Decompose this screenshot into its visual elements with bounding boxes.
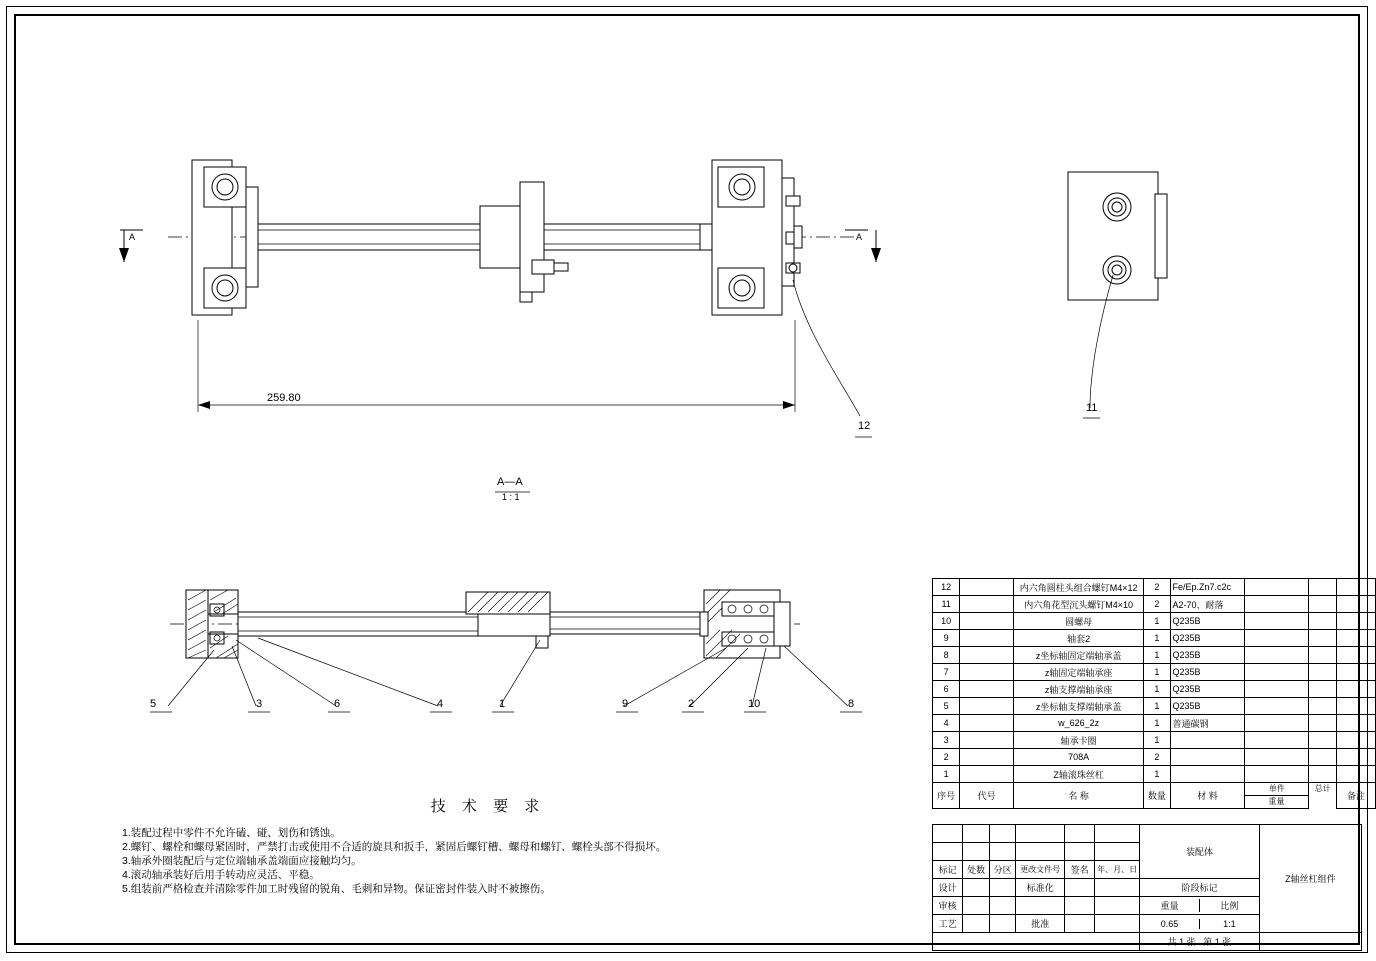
- role-standardization: 标准化: [1016, 879, 1065, 897]
- bom-qty: 1: [1144, 766, 1170, 783]
- bom-qty: 1: [1144, 715, 1170, 732]
- balloon-2: 2: [688, 698, 695, 710]
- tb-blank: [963, 843, 990, 861]
- balloon-3: 3: [256, 698, 263, 710]
- sheet-cur-unit: 张: [1222, 937, 1232, 947]
- sheet-total-value: 1: [1179, 937, 1185, 947]
- bom-code: [960, 613, 1014, 630]
- tb-blank: [989, 897, 1016, 915]
- rev-header-zone: 分区: [989, 861, 1016, 879]
- table-row: [933, 579, 1376, 596]
- bom-remark: [1337, 681, 1376, 698]
- bom-total-weight: [1309, 715, 1337, 732]
- tb-blank: [1095, 843, 1140, 861]
- bom-remark: [1337, 715, 1376, 732]
- scale-label: 比例: [1220, 901, 1239, 911]
- bom-code: [960, 647, 1014, 664]
- table-row: [933, 664, 1376, 681]
- rev-header-sign: 签名: [1064, 861, 1094, 879]
- tb-blank: [989, 915, 1016, 933]
- table-row: [933, 766, 1376, 783]
- bom-total-weight: [1309, 698, 1337, 715]
- bom-remark: [1337, 647, 1376, 664]
- bom-code: [960, 681, 1014, 698]
- bom-material: [1170, 749, 1245, 766]
- bom-unit-weight: [1245, 766, 1309, 783]
- bom-total-weight: [1309, 766, 1337, 783]
- bom-name: 轴承卡圈: [1014, 732, 1144, 749]
- bom-unit-weight: [1245, 732, 1309, 749]
- table-row: [933, 630, 1376, 647]
- weight-scale-headers: [1140, 897, 1260, 915]
- bom-qty: 1: [1144, 647, 1170, 664]
- dimension-259-80: 259.80: [267, 392, 301, 404]
- tb-blank: [933, 933, 1140, 951]
- tb-blank: [1064, 879, 1094, 897]
- bom-material: Q235B: [1170, 664, 1245, 681]
- tb-blank: [963, 825, 990, 843]
- bom-qty: 1: [1144, 613, 1170, 630]
- role-design: 设计: [933, 879, 963, 897]
- weight-value: 0.65: [1140, 919, 1199, 929]
- tech-item: 4.滚动轴承装好后用手转动应灵活、平稳。: [122, 869, 320, 881]
- role-approve: 批准: [1016, 915, 1065, 933]
- tb-blank: [1016, 897, 1065, 915]
- bom-header-code: 代号: [960, 783, 1014, 809]
- tb-blank: [1064, 843, 1094, 861]
- bom-name: 708A: [1014, 749, 1144, 766]
- tech-item: 1.装配过程中零件不允许磕、碰、划伤和锈蚀。: [122, 827, 341, 839]
- bom-remark: [1337, 766, 1376, 783]
- bom-no: 12: [933, 579, 960, 596]
- balloon-12: 12: [858, 420, 871, 432]
- bom-total-weight: [1309, 613, 1337, 630]
- section-arrow-left-label: A: [129, 232, 136, 242]
- bom-remark: [1337, 749, 1376, 766]
- tech-item: 2.螺钉、螺栓和螺母紧固时，严禁打击或使用不合适的旋具和扳手，紧固后螺钉槽、螺母和螺钉、螺栓头部不得损坏。: [122, 841, 667, 853]
- section-view-scale: 1 : 1: [502, 492, 520, 502]
- role-process: 工艺: [933, 915, 963, 933]
- bom-no: 6: [933, 681, 960, 698]
- bom-material: 普通碳钢: [1170, 715, 1245, 732]
- tb-blank: [1064, 825, 1094, 843]
- bill-of-materials: [932, 578, 1376, 809]
- tb-blank: [1016, 843, 1065, 861]
- rev-header-doc: 更改文件号: [1016, 861, 1065, 879]
- bom-unit-weight: [1245, 596, 1309, 613]
- tb-blank: [963, 915, 990, 933]
- bom-code: [960, 698, 1014, 715]
- bom-material: Q235B: [1170, 630, 1245, 647]
- tb-blank: [989, 843, 1016, 861]
- bom-qty: 2: [1144, 596, 1170, 613]
- tb-blank: [1064, 915, 1094, 933]
- bom-total-weight: [1309, 681, 1337, 698]
- bom-code: [960, 596, 1014, 613]
- tb-blank: [989, 879, 1016, 897]
- section-arrow-right-label: A: [856, 232, 863, 242]
- tb-blank: [1259, 933, 1361, 951]
- tb-blank: [963, 879, 990, 897]
- table-row: [933, 749, 1376, 766]
- bom-qty: 2: [1144, 749, 1170, 766]
- bom-unit-weight: [1245, 698, 1309, 715]
- table-row: [933, 732, 1376, 749]
- sheet-cur-value: 1: [1214, 937, 1220, 947]
- balloon-1: 1: [499, 698, 506, 710]
- bom-no: 3: [933, 732, 960, 749]
- bom-no: 1: [933, 766, 960, 783]
- technical-requirements: [122, 795, 742, 896]
- part-name: Z轴丝杠组件: [1259, 825, 1361, 933]
- sheet-total-prefix: 共: [1167, 937, 1177, 947]
- bom-qty: 1: [1144, 630, 1170, 647]
- scale-value: 1:1: [1223, 918, 1236, 929]
- bom-material: Q235B: [1170, 647, 1245, 664]
- bom-header-remark: 备注: [1337, 783, 1376, 809]
- balloon-5: 5: [150, 698, 157, 710]
- bom-unit-weight: [1245, 681, 1309, 698]
- bom-no: 4: [933, 715, 960, 732]
- sheet-cur-prefix: 第: [1203, 937, 1213, 947]
- tb-blank: [1064, 897, 1094, 915]
- bom-no: 11: [933, 596, 960, 613]
- bom-no: 9: [933, 630, 960, 647]
- bom-material: A2-70、耐落: [1170, 596, 1245, 613]
- bom-header-name: 名 称: [1014, 783, 1144, 809]
- bom-name: z轴固定端轴承座: [1014, 664, 1144, 681]
- bom-name: Z轴滚珠丝杠: [1014, 766, 1144, 783]
- bom-total-weight: [1309, 596, 1337, 613]
- bom-name: w_626_2z: [1014, 715, 1144, 732]
- bom-unit-weight: [1245, 749, 1309, 766]
- bom-qty: 1: [1144, 664, 1170, 681]
- balloon-10: 10: [748, 698, 761, 710]
- tb-blank: [1095, 879, 1140, 897]
- tb-blank: [1095, 915, 1140, 933]
- bom-no: 5: [933, 698, 960, 715]
- bom-name: z坐标轴固定端轴承盖: [1014, 647, 1144, 664]
- bom-qty: 1: [1144, 732, 1170, 749]
- tb-blank: [963, 897, 990, 915]
- bom-code: [960, 630, 1014, 647]
- table-row: [933, 613, 1376, 630]
- bom-total-weight: [1309, 630, 1337, 647]
- bom-material: Q235B: [1170, 681, 1245, 698]
- bom-material: Fe/Ep.Zn7.c2c: [1170, 579, 1245, 596]
- tb-blank: [933, 825, 963, 843]
- bom-name: 轴套2: [1014, 630, 1144, 647]
- balloon-4: 4: [437, 698, 444, 710]
- tb-blank: [1095, 825, 1140, 843]
- bom-unit-weight: [1245, 647, 1309, 664]
- rev-header-count: 处数: [963, 861, 990, 879]
- bom-code: [960, 749, 1014, 766]
- bom-unit-weight: [1245, 630, 1309, 647]
- bom-material: Q235B: [1170, 613, 1245, 630]
- weight-scale-values: [1140, 915, 1260, 933]
- table-row: [933, 681, 1376, 698]
- bom-unit-weight: [1245, 579, 1309, 596]
- bom-remark: [1337, 698, 1376, 715]
- bom-no: 10: [933, 613, 960, 630]
- bom-total-weight: [1309, 749, 1337, 766]
- bom-material: [1170, 732, 1245, 749]
- bom-remark: [1337, 664, 1376, 681]
- bom-header-row: [933, 783, 1376, 809]
- bom-code: [960, 715, 1014, 732]
- bom-code: [960, 664, 1014, 681]
- bom-no: 2: [933, 749, 960, 766]
- table-row: [933, 715, 1376, 732]
- balloon-9: 9: [622, 698, 629, 710]
- tb-blank: [933, 843, 963, 861]
- bom-remark: [1337, 613, 1376, 630]
- tb-blank: [1016, 825, 1065, 843]
- bom-no: 8: [933, 647, 960, 664]
- sheet-info: [1140, 933, 1260, 951]
- bom-remark: [1337, 630, 1376, 647]
- bom-name: z轴支撑端轴承座: [1014, 681, 1144, 698]
- assembly-label: 装配体: [1140, 825, 1260, 879]
- bom-material: Q235B: [1170, 698, 1245, 715]
- rev-header-date: 年、月、日: [1095, 861, 1140, 879]
- tech-item: 3.轴承外圈装配后与定位端轴承盖端面应接触均匀。: [122, 855, 362, 867]
- title-block: [932, 824, 1362, 946]
- section-view-caption: A—A: [497, 476, 523, 488]
- bom-total-weight: [1309, 732, 1337, 749]
- bom-header-no: 序号: [933, 783, 960, 809]
- bom-header-weight-label: 重量: [1245, 795, 1309, 808]
- bom-code: [960, 766, 1014, 783]
- technical-requirements-title: 技 术 要 求: [430, 798, 546, 815]
- bom-header-unit-weight: [1245, 783, 1309, 809]
- bom-code: [960, 732, 1014, 749]
- bom-qty: 2: [1144, 579, 1170, 596]
- bom-unit-weight: [1245, 664, 1309, 681]
- table-row: [933, 647, 1376, 664]
- balloon-11: 11: [1086, 402, 1098, 414]
- bom-total-weight: [1309, 579, 1337, 596]
- bom-remark: [1337, 732, 1376, 749]
- bom-qty: 1: [1144, 681, 1170, 698]
- table-row: [933, 698, 1376, 715]
- table-row: [933, 596, 1376, 613]
- bom-header-unit-label: 单件: [1268, 784, 1285, 793]
- role-review: 审核: [933, 897, 963, 915]
- weight-label: 重量: [1140, 899, 1199, 912]
- balloon-6: 6: [334, 698, 341, 710]
- tech-item: 5.组装前严格检查并清除零件加工时残留的锐角、毛刺和异物。保证密封件装入时不被擦伤。: [122, 883, 551, 895]
- bom-header-material: 材 料: [1170, 783, 1245, 809]
- bom-name: 内六角花型沉头螺钉M4×10: [1014, 596, 1144, 613]
- bom-total-weight: [1309, 647, 1337, 664]
- sheet-info-text: [1140, 935, 1259, 948]
- bom-material: [1170, 766, 1245, 783]
- bom-code: [960, 579, 1014, 596]
- balloon-8: 8: [848, 698, 855, 710]
- sheet-total-unit: 张: [1186, 937, 1196, 947]
- bom-qty: 1: [1144, 698, 1170, 715]
- rev-header-mark: 标记: [933, 861, 963, 879]
- tb-blank: [989, 825, 1016, 843]
- bom-total-weight: [1309, 664, 1337, 681]
- stage-label: 阶段标记: [1140, 879, 1260, 897]
- bom-remark: [1337, 579, 1376, 596]
- bom-header-total-label: 总计: [1314, 784, 1331, 793]
- bom-name: 内六角圆柱头组合螺钉M4×12: [1014, 579, 1144, 596]
- bom-no: 7: [933, 664, 960, 681]
- bom-unit-weight: [1245, 715, 1309, 732]
- tb-blank: [1095, 897, 1140, 915]
- bom-name: z坐标轴支撑端轴承盖: [1014, 698, 1144, 715]
- bom-unit-weight: [1245, 613, 1309, 630]
- bom-header-qty: 数量: [1144, 783, 1170, 809]
- bom-name: 圆螺母: [1014, 613, 1144, 630]
- bom-remark: [1337, 596, 1376, 613]
